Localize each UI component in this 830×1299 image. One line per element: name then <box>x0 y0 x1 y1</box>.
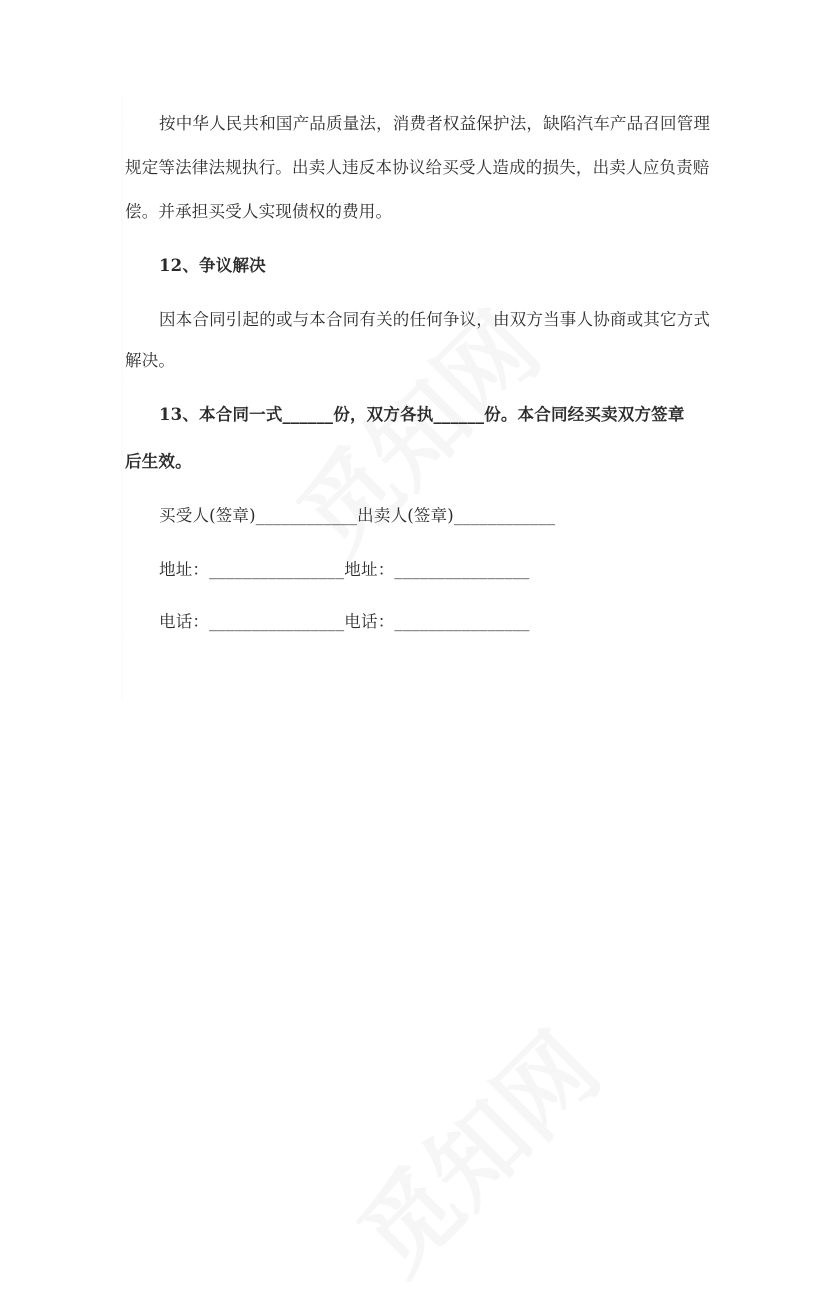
section-heading: 12、争议解决 <box>159 256 266 275</box>
signature-line: 电话：________________电话：________________ <box>159 612 530 631</box>
section-heading: 13、本合同一式______份，双方各执______份。本合同经买卖双方签章 <box>159 405 685 424</box>
paragraph-line: 偿。并承担买受人实现债权的费用。 <box>125 202 393 221</box>
paragraph-line: 规定等法律法规执行。出卖人违反本协议给买受人造成的损失，出卖人应负责赔 <box>125 158 710 177</box>
signature-line: 买受人(签章)____________出卖人(签章)____________ <box>159 506 556 525</box>
signature-line: 地址：________________地址：________________ <box>159 560 530 579</box>
paragraph-line: 按中华人民共和国产品质量法，消费者权益保护法，缺陷汽车产品召回管理 <box>159 114 711 133</box>
section-heading: 后生效。 <box>125 452 192 471</box>
paragraph-line: 解决。 <box>125 351 176 370</box>
paragraph-line: 因本合同引起的或与本合同有关的任何争议，由双方当事人协商或其它方式 <box>159 310 711 329</box>
page-edge-shadow <box>121 95 125 700</box>
watermark <box>324 998 625 1299</box>
